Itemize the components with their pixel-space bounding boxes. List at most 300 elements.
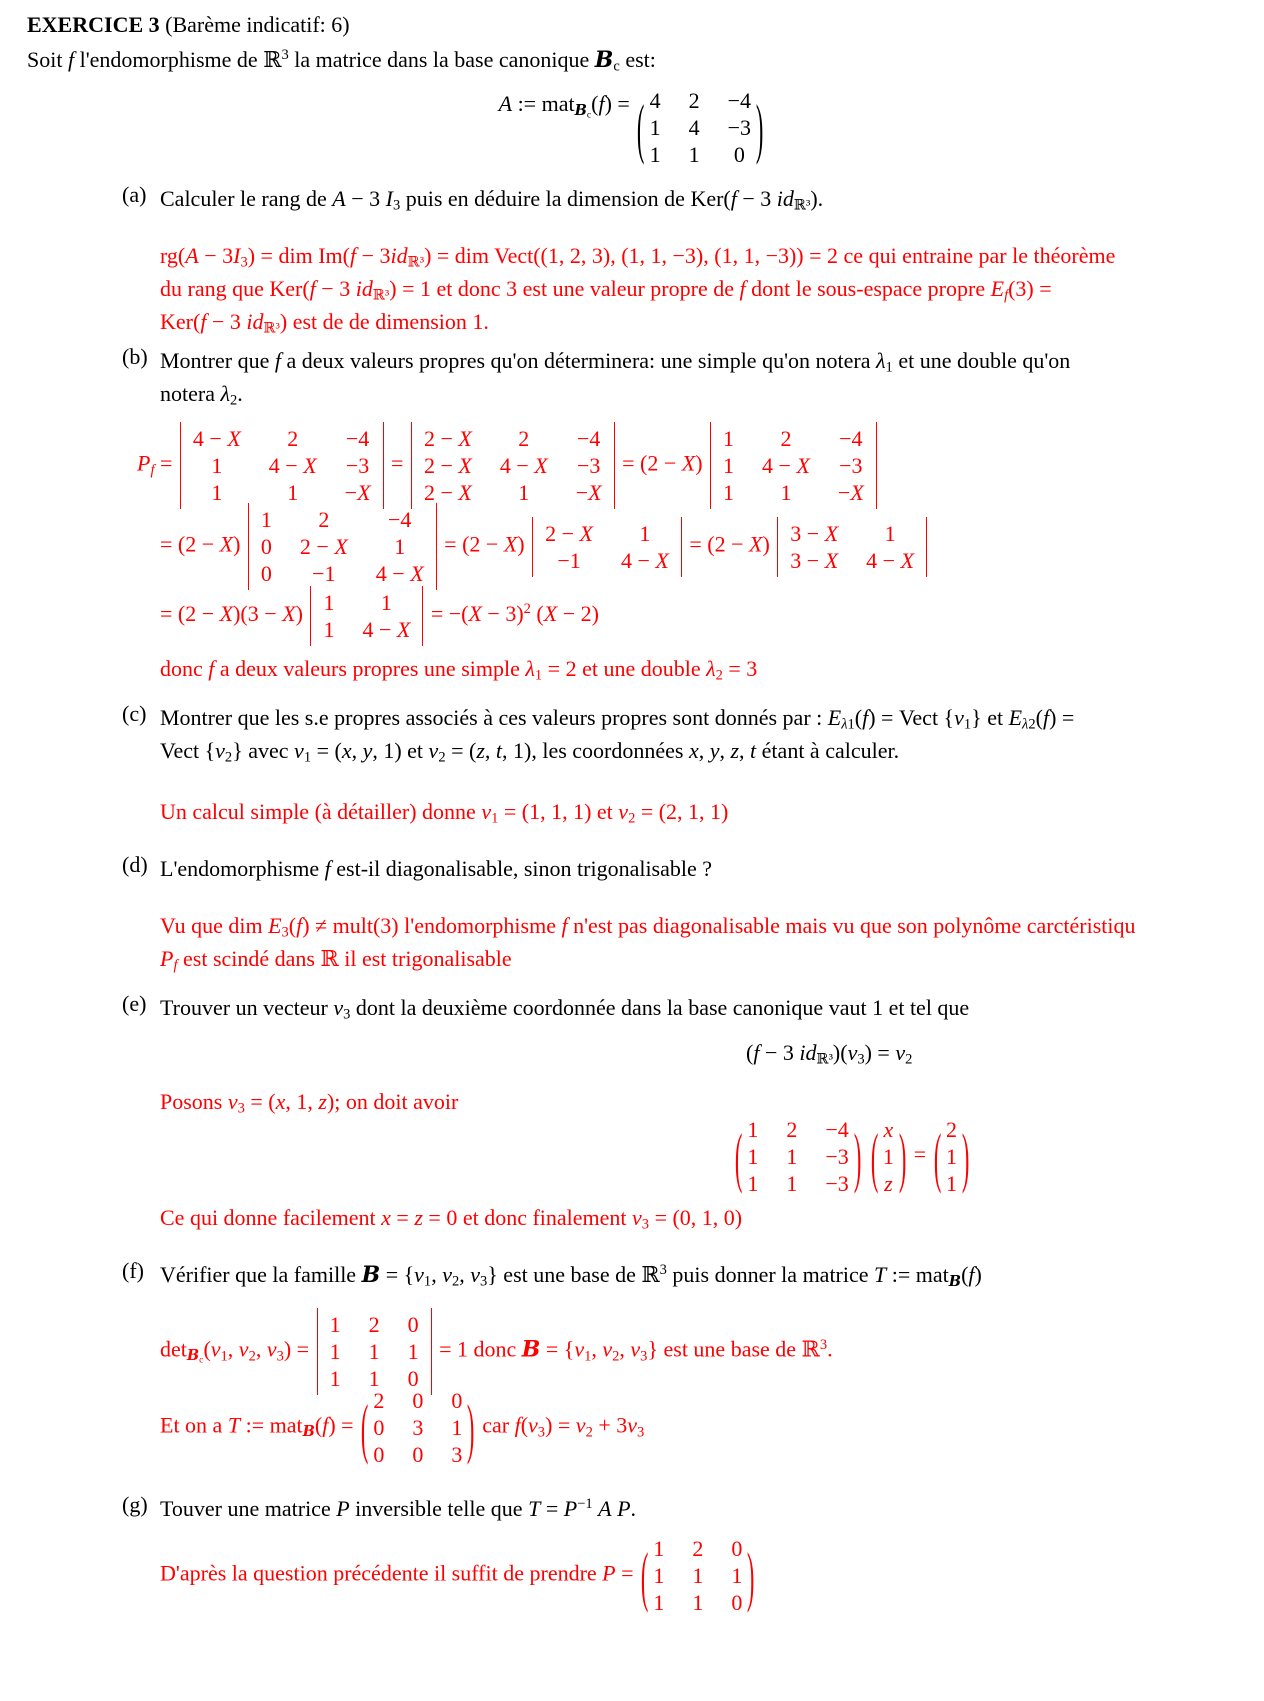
text: 2 [523,601,531,618]
text: = (2 − [438,531,504,557]
matrix-cell: 1 [451,1415,463,1440]
answer-line [160,942,1264,975]
left-paren-delimiter: ( [933,1118,942,1195]
matrix-cell: 1 [692,1590,704,1615]
subscript [1022,717,1036,733]
matrix-cell: 1 [380,590,392,615]
math-var: I [385,186,393,211]
math-var: f [296,913,303,938]
math-var: X [748,531,763,557]
math-group [948,1262,962,1290]
matrix-cell: 1 [407,1339,419,1364]
matrix-cell [374,560,426,587]
math-var: f [514,1412,521,1438]
math-var: id [776,186,794,211]
text: − 3) [481,601,524,627]
matrix-cell: 4 [649,88,661,113]
text: ) [695,450,709,476]
text: ) [233,531,246,557]
matrix-cell: 0 [407,1312,419,1337]
matrix-cell: −4 [345,426,370,451]
matrix-cell: 1 [329,1366,341,1391]
matrix-cell: 2 [780,426,792,451]
matrix-cell: 1 [649,115,661,140]
math-var: v [602,1336,613,1362]
matrix-grid [745,1116,850,1197]
matrix-cell: 0 [260,534,272,559]
text: )(3 − [233,601,283,627]
text: := mat [886,1262,949,1287]
superscript [524,601,531,617]
matrix-cell: 1 [368,1339,380,1364]
matrix [934,1116,970,1197]
matrix-cell: 1 [723,453,735,478]
math-var: X [458,426,472,451]
text: ( [530,601,544,627]
math-var: X [219,531,234,557]
math-var: v [847,1040,858,1065]
matrix-cell: 1 [786,1144,798,1169]
subscript [575,103,592,119]
math-group [816,1040,833,1068]
matrix-cell [882,1170,895,1197]
item-c-answer [160,795,1264,828]
text: 3 [857,1051,865,1068]
subscript [817,1052,833,1068]
math-var: X [282,601,296,627]
text: ); on doit avoir [326,1089,459,1114]
subscript [857,1052,864,1068]
text: Montrer que les s.e propres associés à ces valeurs propres sont donnés par : [160,705,828,730]
matrix-cell: 2 [368,1312,380,1337]
text: = [540,1496,564,1521]
math-var: z [884,1171,893,1196]
left-paren-delimiter: ( [360,1389,369,1466]
subscript [277,1348,284,1364]
text: a deux valeurs propres qu'on déterminera: une simple qu'on notera [280,348,877,373]
determinant [777,517,927,577]
item-d-question-line [160,852,1264,885]
math-var: f [753,1040,760,1065]
text: } et [971,705,1009,730]
text: , [619,1336,631,1362]
matrix-cell: 1 [747,1144,759,1169]
text: 4 − [192,426,228,451]
math-var: z [318,1089,327,1114]
text: L'endomorphisme [160,856,325,881]
text: − 3 [356,243,391,268]
text: , [227,1336,239,1362]
math-var: X [543,601,558,627]
script-letter: B [186,1347,200,1365]
text: 2 [628,810,636,827]
item-e [122,991,1264,1024]
matrix-cell: −3 [825,1171,849,1196]
text: c [199,1354,204,1366]
math-var: E [990,276,1005,301]
item-d [122,852,1264,885]
text: = [908,1141,932,1167]
superscript [577,1496,592,1512]
text: )( [832,1040,848,1065]
math-var: X [655,547,669,573]
math-var: v [574,1336,585,1362]
text: 4 − [620,547,656,573]
subscript [886,360,893,376]
matrix-grid [944,1116,959,1197]
matrix-cell: 1 [731,1563,743,1588]
math-var: T [528,1496,541,1521]
item-b-question-line [160,344,1264,377]
math-var: id [355,276,373,301]
text: 2 [715,667,723,684]
item-a-question-line [160,182,1264,215]
math-var: z [414,1205,423,1230]
matrix-cell: 1 [639,520,651,546]
text: Ker( [160,309,201,334]
math-var: v [954,705,964,730]
text: 4 − [362,617,397,642]
text: ) est de de dimension 1. [279,309,489,334]
math-var: v [895,1040,906,1065]
math-var: P [617,1496,631,1521]
text: , [719,738,731,763]
matrix-grid [411,422,615,509]
math-group [372,276,390,304]
text: est scindé dans ℝ il est trigonalisable [177,946,512,971]
text: c [613,58,620,75]
math-var: v [210,1336,221,1362]
text: Un calcul simple (à détailler) donne [160,799,482,824]
math-var: v [428,738,439,763]
matrix-cell: −4 [388,507,412,532]
right-paren-delimiter: ) [853,1118,862,1195]
matrix-cell: 1 [653,1563,665,1588]
text: 2 − [423,480,459,505]
math-var: X [681,450,696,476]
item-e-answer-intro [160,1085,1264,1118]
item-d-answer [160,909,1264,975]
math-var: f [730,186,737,211]
answer-line [160,272,1264,305]
math-var: I [233,243,241,268]
text: 1 [963,716,972,733]
math-var: f [739,276,746,301]
matrix-cell: −1 [557,547,581,573]
matrix-a-equation [0,87,1264,168]
subscript [303,1424,315,1440]
matrix-cell [836,479,866,506]
subscript [282,925,289,941]
matrix-cell: 2 [786,1117,798,1142]
text: ) = [283,1336,315,1362]
math-var: X [850,480,864,505]
math-group [857,1040,865,1068]
text: 4 − [499,453,535,478]
text: 3 [237,1100,245,1117]
math-var: id [246,309,264,334]
answer-line [160,239,1264,272]
math-var: X [503,531,518,557]
text: 2 − [423,426,459,451]
math-group [237,1089,245,1117]
text: ) [517,531,531,557]
right-paren-delimiter: ) [747,1537,755,1614]
subscript [905,1052,912,1068]
math-var: y [362,738,373,763]
matrix-cell: 3 [412,1415,424,1440]
math-var: v [528,1412,538,1438]
matrix-cell: 0 [412,1388,424,1413]
matrix-cell [191,425,243,452]
matrix-cell [360,616,412,643]
math-var: f [324,856,331,881]
right-paren-delimiter: ) [898,1118,907,1195]
text: et une double qu'on [892,348,1071,373]
item-b-question-line [160,377,1264,410]
matrix-cell [864,547,916,574]
text: = [154,450,178,476]
math-var: X [796,453,810,478]
matrix-grid [371,1387,464,1468]
math-var: P [336,1496,350,1521]
matrix-cell: 0 [412,1442,424,1467]
text: , 1) et [372,738,429,763]
text: − 3 [759,1040,800,1065]
text: 3 [276,1348,284,1365]
math-var: P [160,946,174,971]
text: 3 [637,1424,645,1441]
matrix-cell: −3 [727,115,752,140]
math-var: E [1008,705,1023,730]
item-b-conclusion [160,652,1264,685]
math-var: X [824,520,839,546]
matrix-cell: 1 [882,1144,894,1169]
math-var: A [498,91,513,116]
matrix-cell: 2 [518,426,530,451]
text: puis donner la matrice [666,1262,875,1287]
text: 1 [303,749,312,766]
text: − 2) [557,601,599,627]
text: . [827,1336,833,1362]
math-var: λ [841,716,848,733]
math-group [438,738,446,766]
matrix-cell: 2 [692,1536,704,1561]
subscript [238,1101,245,1117]
text: 3 [537,1424,546,1441]
math-var: X [458,480,472,505]
math-group [1022,705,1036,733]
matrix-cell: −4 [727,88,752,113]
exercise-title [27,8,1264,41]
subscript [304,750,311,766]
matrix-cell [543,520,595,547]
text: = [615,1560,640,1586]
text: = 2 et une double [542,656,707,681]
subscript [716,668,723,684]
superscript [660,1262,667,1278]
matrix-cell: 1 [688,142,700,167]
subscript [249,1348,256,1364]
text: 2 [230,392,238,409]
text: ℝ³ [263,320,280,337]
text: Touver une matrice [160,1496,337,1521]
item-a-question [160,182,1264,215]
item-d-label: (d) [122,852,148,877]
math-var: P [563,1496,578,1521]
right-paren-delimiter: ) [755,89,764,166]
math-var: x [275,1089,286,1114]
text: 4 − [375,561,411,586]
item-b [122,344,1264,410]
determinant [710,422,877,509]
matrix-cell: −4 [576,426,601,451]
math-group [575,87,592,168]
math-var: A [332,186,346,211]
math-group [585,1413,593,1441]
text: = (2 − [160,531,220,557]
math-var: id [799,1040,817,1065]
matrix-cell [788,520,840,547]
subscript [240,255,247,271]
math-var: X [588,480,602,505]
matrix-cell: 3 [451,1442,463,1467]
text: dont le sous-espace propre [745,276,991,301]
matrix-cell: 0 [373,1415,385,1440]
right-paren-delimiter: ) [961,1118,970,1195]
matrix-cell [788,547,840,574]
subscript [841,717,855,733]
math-group [537,1413,546,1441]
text: ( [288,913,297,938]
text: , [591,1336,603,1362]
item-f-question [160,1258,1264,1292]
exercise-title-scale: (Barème indicatif: 6) [159,12,350,37]
matrix-cell: 2 [373,1388,385,1413]
text: 3 − [790,520,825,546]
text: := mat [512,91,575,116]
matrix-cell [298,533,350,560]
text: = (2, 1, 1) [635,799,729,824]
matrix [641,1535,755,1616]
right-paren-delimiter: ) [467,1389,475,1466]
math-var: X [534,453,548,478]
text: , [255,1336,267,1362]
math-var: X [334,534,348,559]
text: − [575,480,589,505]
math-var: f [561,913,568,938]
text: −1 [577,1496,593,1513]
matrix-cell: 1 [723,426,735,451]
math-group [276,1337,284,1365]
matrix-cell: 2 [688,88,700,113]
matrix-cell: −3 [825,1144,849,1169]
matrix-cell: 1 [747,1171,759,1196]
math-var: v [414,1262,424,1287]
matrix-cell: 1 [945,1171,957,1196]
math-var: v [266,1336,277,1362]
math-var: f [862,705,869,730]
math-var: v [627,1412,638,1438]
text: . [630,1496,637,1521]
item-f-determinant-equation [160,1308,1264,1395]
text: ( [1035,705,1043,730]
matrix-grid [317,1308,432,1395]
subscript [408,255,424,271]
text: 3 − [790,547,825,573]
item-c-question-line [160,701,1264,734]
math-var: y [709,738,720,763]
item-g-question-line [160,1492,1264,1525]
text: ( [314,1412,323,1438]
text: 1 [885,359,893,376]
matrix-grid [532,517,682,577]
matrix-cell: 0 [731,1536,743,1561]
math-group [793,186,811,214]
math-var: f [67,47,75,72]
text: 3 [479,1273,488,1290]
matrix-cell: 1 [287,480,299,505]
text: ). [810,186,824,211]
math-var: P [602,1560,616,1586]
text: (3) = [1008,276,1052,301]
text: Calculer le rang de [160,186,333,211]
text: , [431,1262,443,1287]
matrix-cell: −3 [839,453,863,478]
math-var: x [381,1205,391,1230]
item-b-label: (b) [122,344,148,369]
left-paren-delimiter: ( [637,89,645,166]
matrix-cell: 1 [945,1144,957,1169]
math-var: X [396,617,411,642]
item-f-question-line [160,1258,1264,1292]
text: , 1, [285,1089,319,1114]
item-c-question [160,701,1264,767]
matrix-cell: 1 [394,534,406,559]
math-var: λ [220,381,230,406]
text: ( [746,1040,754,1065]
text: notera [160,381,221,406]
text: = 3 [722,656,758,681]
text: = ( [244,1089,276,1114]
subscript [642,1217,649,1233]
text: étant à calculer. [756,738,900,763]
math-var: T [227,1412,241,1438]
math-group [637,1413,645,1441]
matrix-grid [777,517,927,577]
item-b-question [160,344,1264,410]
answer-line [160,305,1264,338]
math-var: f [1042,705,1050,730]
math-var: f [968,1262,975,1287]
matrix-cell: 1 [518,480,530,505]
text: du rang que Ker( [160,276,310,301]
text: det [160,1336,187,1362]
math-var: id [390,243,408,268]
math-var: λ [876,348,886,373]
matrix-grid [180,422,384,509]
script-letter: B [574,101,587,119]
matrix-cell: 0 [451,1388,463,1413]
math-var: v [481,799,492,824]
text: 2 − [545,520,580,546]
math-var: f [208,656,215,681]
matrix-cell: 1 [323,590,335,615]
text: = ( [445,738,477,763]
math-group [407,243,425,271]
text: Soit [27,47,68,72]
item-f-t-matrix-equation [160,1387,1264,1468]
